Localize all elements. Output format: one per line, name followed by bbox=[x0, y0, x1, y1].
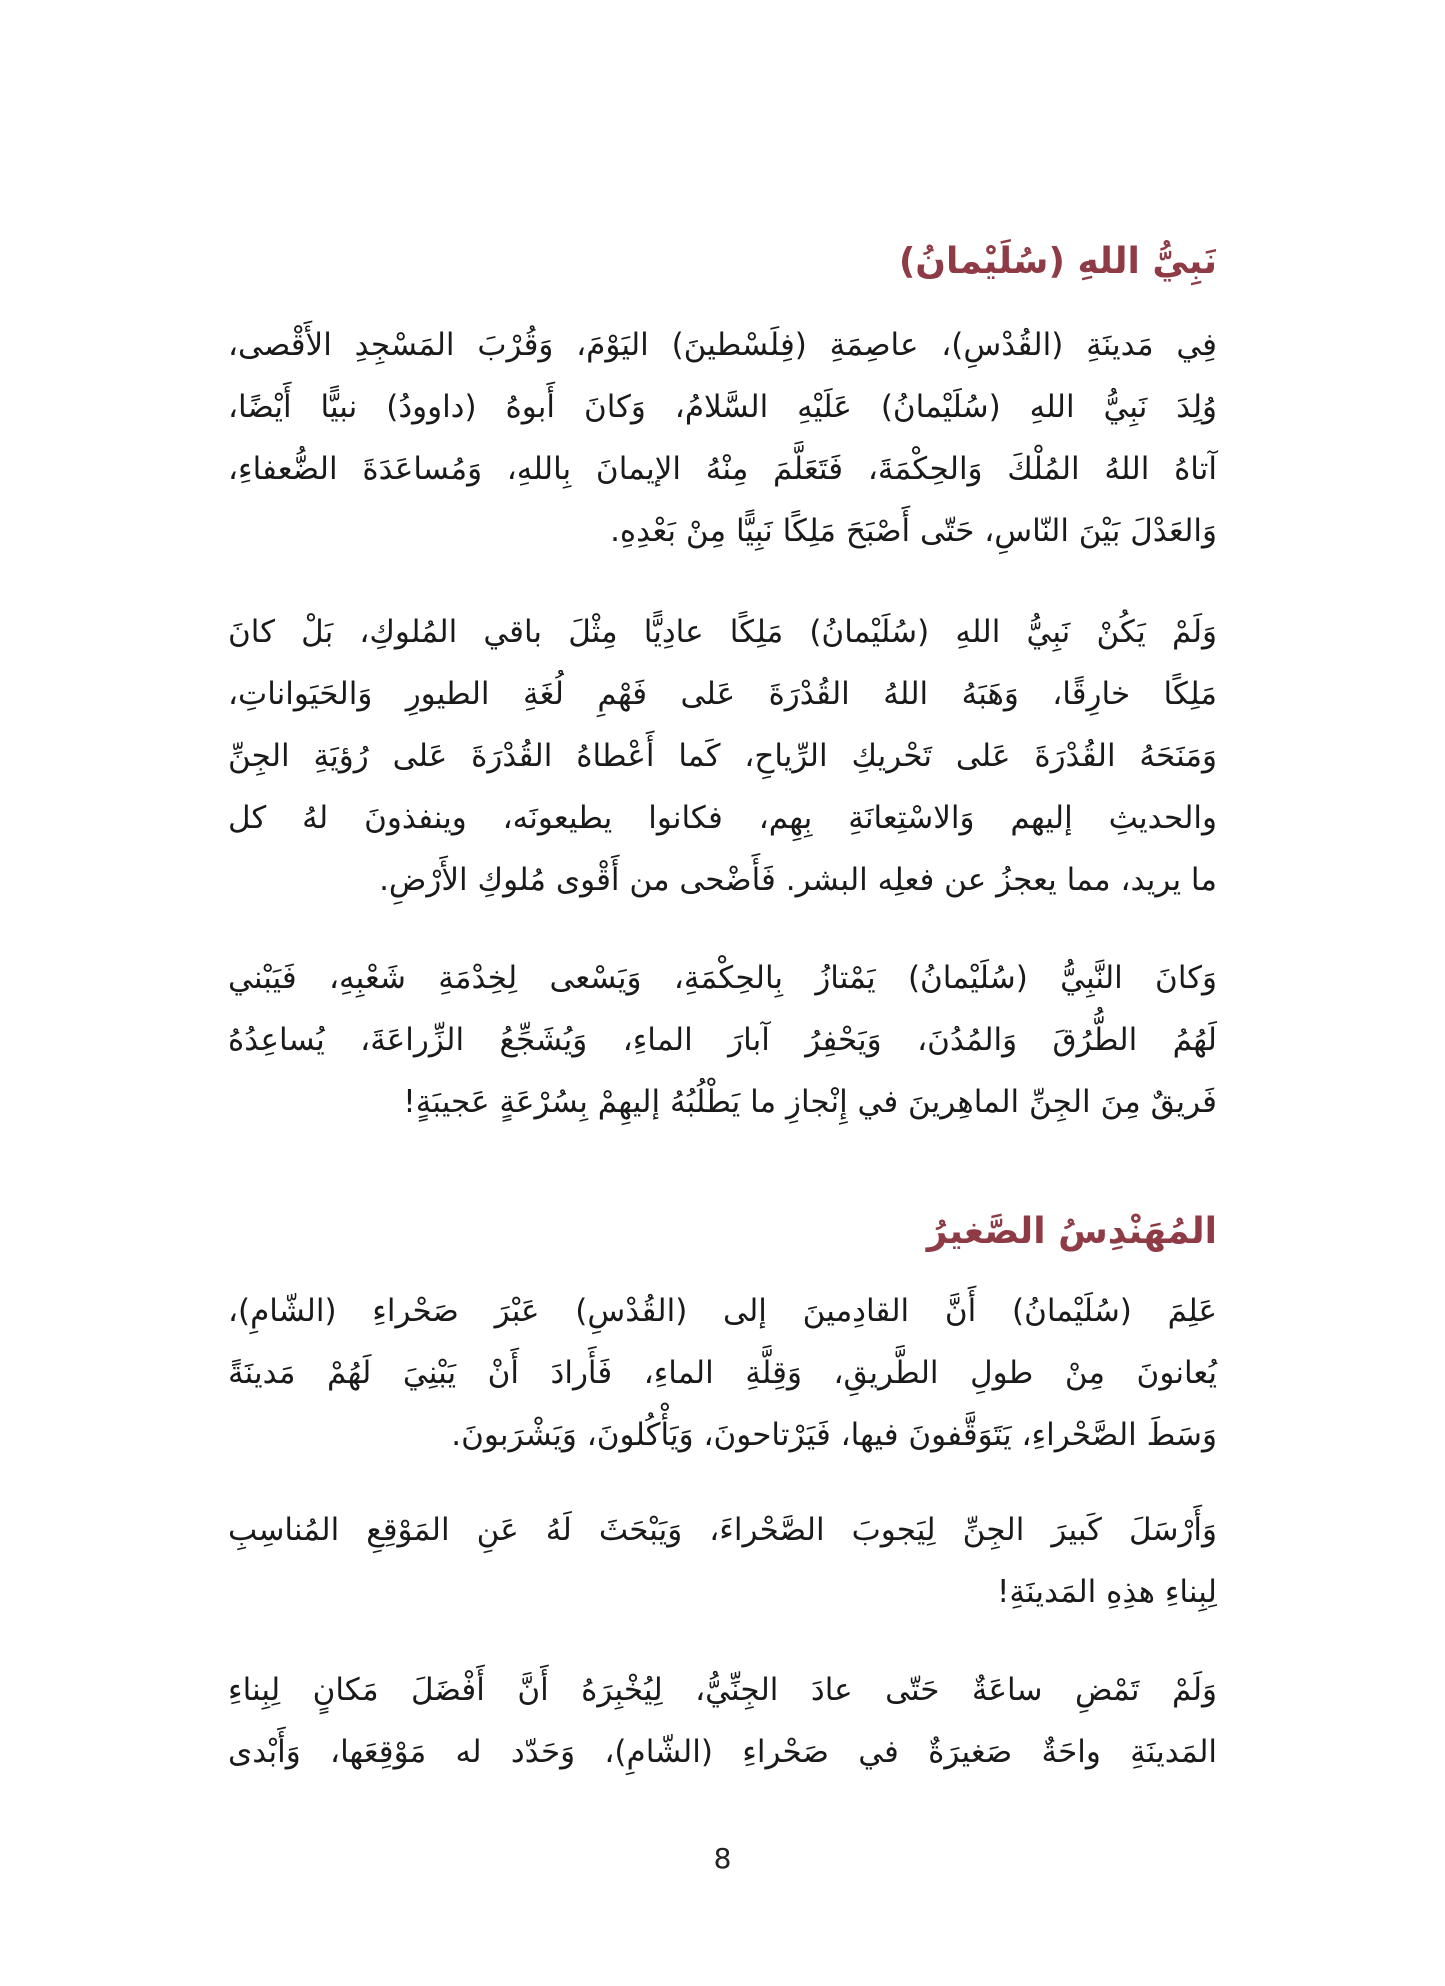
text-line: فَريقٌ مِنَ الجِنِّ الماهِرينَ في إِنْجازِ ما يَطْلُبُهُ إليهِمْ بِسُرْعَةٍ عَجيبَةٍ! bbox=[403, 1084, 1217, 1120]
section-heading-young-engineer: المُهَنْدِسُ الصَّغيرُ bbox=[926, 1211, 1217, 1252]
page-number: 8 bbox=[713, 1842, 732, 1875]
paragraph bbox=[228, 601, 1217, 911]
text-line: آتاهُ اللهُ المُلْكَ وَالحِكْمَةَ، فَتَعَلَّمَ مِنْهُ الإيمانَ بِاللهِ، وَمُساعَدَةَ الضُّعفاءِ، bbox=[228, 451, 1217, 487]
text-line: ما يريد، مما يعجزُ عن فعلِه البشر. فَأَضْحى من أَقْوى مُلوكِ الأَرْضِ. bbox=[379, 862, 1217, 898]
paragraph bbox=[228, 314, 1217, 562]
text-line: وُلِدَ نَبِيُّ اللهِ (سُلَيْمانُ) عَلَيْهِ السَّلامُ، وَكانَ أَبوهُ (داوودُ) نبيًّا أَيْضًا، bbox=[228, 389, 1217, 425]
paragraph bbox=[228, 1659, 1217, 1783]
paragraph bbox=[228, 1499, 1217, 1623]
text-line: لَهُمُ الطُّرُقَ وَالمُدُنَ، وَيَحْفِرُ آبارَ الماءِ، وَيُشَجِّعُ الزِّراعَةَ، يُساعِدُهُ bbox=[228, 1022, 1217, 1058]
text-line: وَمَنَحَهُ القُدْرَةَ عَلى تَحْريكِ الرِّياحِ، كَما أَعْطاهُ القُدْرَةَ عَلى رُؤيَةِ الجِنِّ bbox=[228, 738, 1217, 774]
text-line: يُعانونَ مِنْ طولِ الطَّريقِ، وَقِلَّةِ الماءِ، فَأَرادَ أَنْ يَبْنِيَ لَهُمْ مَدينَةً bbox=[228, 1355, 1217, 1391]
text-line: وَالعَدْلَ بَيْنَ النّاسِ، حَتّى أَصْبَحَ مَلِكًا نَبِيًّا مِنْ بَعْدِهِ. bbox=[610, 513, 1217, 549]
text-line: المَدينَةِ واحَةٌ صَغيرَةٌ في صَحْراءِ (الشّامِ)، وَحَدّد له مَوْقِعَها، وَأَبْدى bbox=[228, 1734, 1217, 1770]
book-page bbox=[228, 0, 1217, 1986]
text-line: والحديثِ إليهم وَالاسْتِعانَةِ بِهِم، فكانوا يطيعونَه، وينفذونَ لهُ كل bbox=[228, 800, 1217, 836]
text-line: لِبِناءِ هذِهِ المَدينَةِ! bbox=[996, 1574, 1217, 1610]
paragraph bbox=[228, 947, 1217, 1133]
text-line: وَلَمْ تَمْضِ ساعَةٌ حَتّى عادَ الجِنِّيُّ، لِيُخْبِرَهُ أَنَّ أَفْضَلَ مَكانٍ لِبِناءِ bbox=[228, 1672, 1217, 1708]
paragraph bbox=[228, 1280, 1217, 1466]
section-heading-prophet-sulayman: نَبِيُّ اللهِ (سُلَيْمانُ) bbox=[898, 241, 1217, 282]
text-line: مَلِكًا خارِقًا، وَهَبَهُ اللهُ القُدْرَةَ عَلى فَهْمِ لُغَةِ الطيورِ وَالحَيَواناتِ، bbox=[228, 676, 1217, 712]
text-line: وَسَطَ الصَّحْراءِ، يَتَوَقَّفونَ فيها، فَيَرْتاحونَ، وَيَأْكُلونَ، وَيَشْرَبونَ. bbox=[451, 1417, 1217, 1453]
text-line: وَكانَ النَّبِيُّ (سُلَيْمانُ) يَمْتازُ بِالحِكْمَةِ، وَيَسْعى لِخِدْمَةِ شَعْبِهِ، فَيَبْني bbox=[228, 960, 1217, 996]
text-line: وَأَرْسَلَ كَبيرَ الجِنِّ لِيَجوبَ الصَّحْراءَ، وَيَبْحَثَ لَهُ عَنِ المَوْقِعِ المُناسِبِ bbox=[228, 1512, 1217, 1548]
text-line: فِي مَدينَةِ (القُدْسِ)، عاصِمَةِ (فِلَسْطينَ) اليَوْمَ، وَقُرْبَ المَسْجِدِ الأَقْصى، bbox=[228, 327, 1217, 363]
text-line: عَلِمَ (سُلَيْمانُ) أَنَّ القادِمينَ إلى (القُدْسِ) عَبْرَ صَحْراءِ (الشّامِ)، bbox=[228, 1293, 1217, 1329]
text-line: وَلَمْ يَكُنْ نَبِيُّ اللهِ (سُلَيْمانُ) مَلِكًا عادِيًّا مِثْلَ باقي المُلوكِ، بَلْ كانَ bbox=[228, 614, 1217, 650]
